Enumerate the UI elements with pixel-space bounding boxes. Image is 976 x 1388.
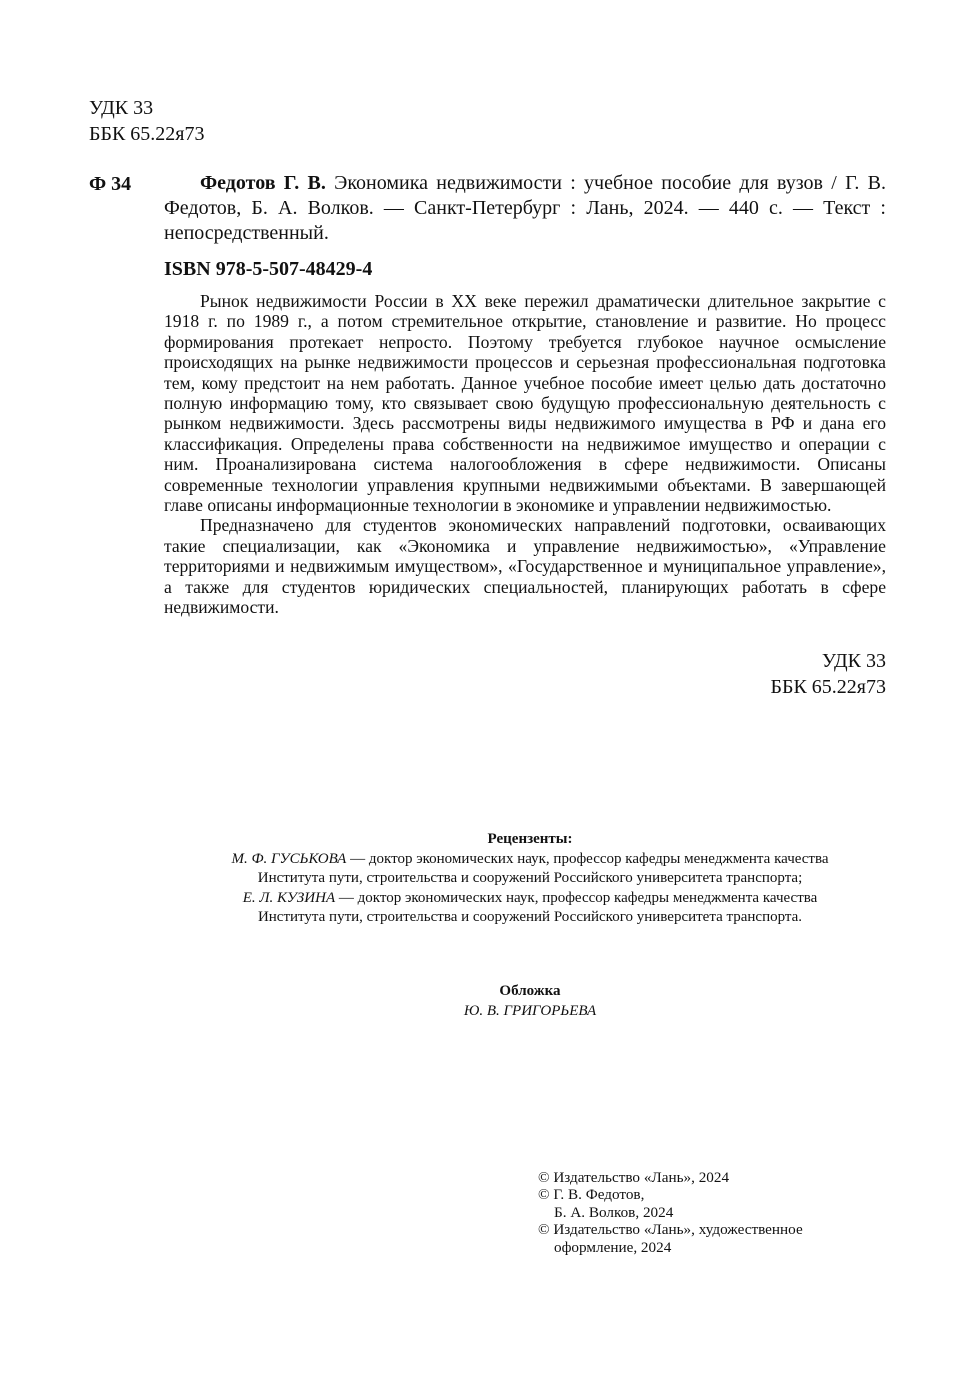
reviewers-block (100, 830, 960, 928)
annotation-paragraph: Предназначено для студентов экономических направлений подготовки, осваивающих такие специализации, как «Экономика и управление недвижимостью», «Управление территориями и недвижимым имуществом», «Государственное и муниципальное управление», а также для студентов юридических специальностей, планирующих работать в сфере недвижимости. (164, 515, 886, 618)
copyright-line: © Издательство «Лань», художественное (538, 1221, 803, 1239)
copyright-line: оформление, 2024 (554, 1238, 672, 1256)
reviewer-description: — доктор экономических наук, профессор кафедры менеджмента качества (346, 850, 829, 867)
copyright-line: © Г. В. Федотов, (538, 1186, 645, 1204)
cover-credit (100, 981, 960, 1021)
reviewer-description: — доктор экономических наук, профессор кафедры менеджмента качества (335, 889, 818, 906)
bbk-code: ББК 65.22я73 (770, 676, 886, 698)
copyright-line: Б. А. Волков, 2024 (554, 1203, 674, 1221)
udk-code: УДК 33 (821, 650, 886, 672)
biblio-author: Федотов Г. В. (200, 172, 326, 194)
udk-code: УДК 33 (89, 97, 154, 119)
annotation-paragraph: Рынок недвижимости России в XX веке пережил драматически длительное закрытие с 1918 г. по 1989 г., а потом стремительное открытие, становление и развитие. Но процесс формирования протекает непросто. Поэтому требуется глубокое научное осмысление происходящих на рынке недвижимости процессов и серьезная профессиональная подготовка тем, кому предстоит на нем работать. Данное учебное пособие имеет целью дать достаточно полную информацию тому, кто связывает свою будущую профессиональную деятельность с рынком недвижимости. Здесь рассмотрены виды недвижимого имущества в РФ и дана его классификация. Определены права собственности на недвижимое имущество и операции с ним. Проанализирована система налогообложения в сфере недвижимости. Описаны современные технологии управления крупными недвижимыми объектами. В завершающей главе описаны информационные технологии в экономике и управлении недвижимостью. (164, 291, 886, 516)
cover-designer-name: Ю. В. ГРИГОРЬЕВА (463, 1003, 597, 1019)
reviewer-name: М. Ф. ГУСЬКОВА (231, 850, 347, 867)
classification-codes-bottom (770, 648, 886, 700)
biblio-description: Экономика недвижимости : учебное пособие для вузов / Г. В. Федотов, Б. А. Волков. — Санкт-Петербург : Лань, 2024. — 440 с. — Текст : непосредственный. (164, 172, 886, 244)
copyright-line: © Издательство «Лань», 2024 (538, 1169, 730, 1186)
bbk-code: ББК 65.22я73 (89, 123, 205, 145)
annotation (164, 291, 886, 618)
author-mark: Ф 34 (89, 173, 132, 195)
reviewer-name: Е. Л. КУЗИНА (242, 889, 336, 906)
reviewer-affiliation: Института пути, строительства и сооружений Российского университета транспорта; (257, 870, 803, 886)
reviewers-heading: Рецензенты: (487, 831, 573, 847)
bibliographic-record (164, 171, 886, 246)
copyright-block (538, 1169, 803, 1256)
reviewer-affiliation: Института пути, строительства и сооружений Российского университета транспорта. (257, 909, 803, 925)
cover-heading: Обложка (499, 983, 561, 999)
classification-codes-top (89, 95, 205, 147)
isbn: ISBN 978-5-507-48429-4 (164, 258, 373, 280)
reviewer-entry (100, 850, 960, 870)
reviewer-entry (100, 889, 960, 909)
